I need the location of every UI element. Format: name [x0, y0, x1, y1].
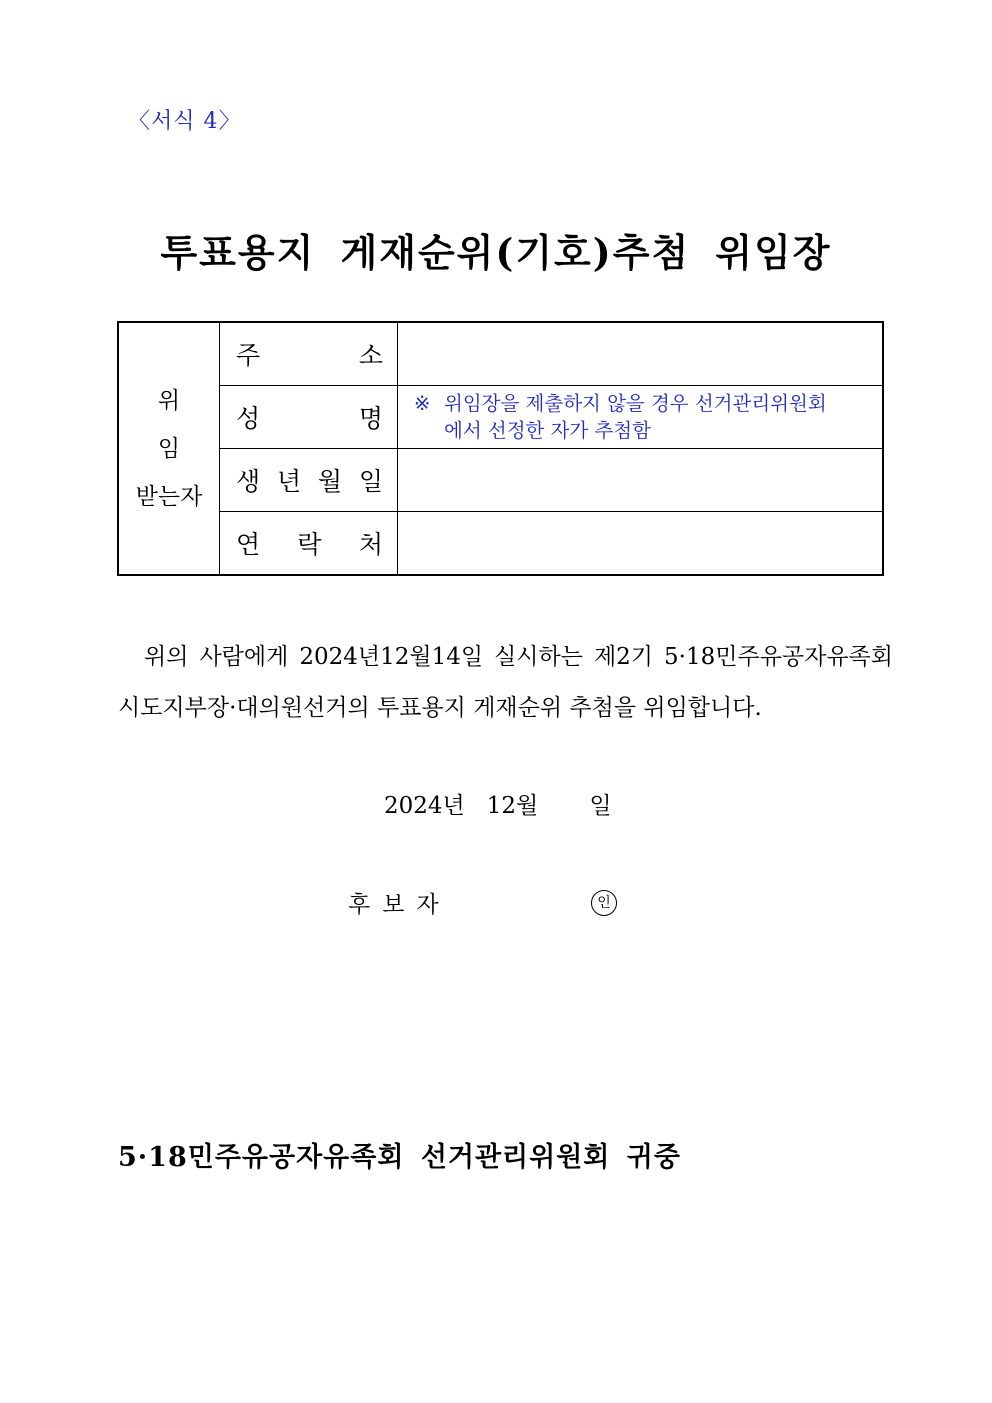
contact-field[interactable]: [398, 512, 884, 576]
address-label: [220, 322, 398, 386]
name-label-char: 명: [358, 404, 383, 433]
delegate-info-table: [117, 321, 884, 576]
address-label-char: 소: [358, 341, 383, 370]
document-title: 투표용지 게재순위(기호)추첨 위임장: [160, 230, 832, 275]
contact-label-char: 락: [297, 530, 322, 559]
delegate-group-label-line1: 위 임: [157, 387, 195, 462]
recipient-line: 5·18민주유공자유족회 선거관리위원회 귀중: [118, 1142, 681, 1173]
birthdate-label-char: 일: [358, 467, 383, 496]
note-line-2: 에서 선정한 자가 추첨함: [444, 419, 651, 442]
delegation-statement: [118, 632, 893, 734]
delegation-note: [398, 390, 882, 444]
date-day: 일: [589, 793, 612, 819]
birthdate-label-char: 년: [276, 467, 302, 496]
delegate-group-label: [118, 322, 220, 575]
contact-label-char: 연: [236, 530, 261, 559]
name-label: [220, 386, 398, 449]
contact-label-char: 처: [358, 530, 383, 559]
note-line-1: 위임장을 제출하지 않을 경우 선거관리위원회: [444, 392, 827, 415]
form-number: 〈서식 4〉: [128, 109, 242, 134]
contact-label: [220, 512, 398, 576]
seal-mark: 인: [591, 890, 617, 916]
date-month: 12월: [486, 793, 539, 819]
date-year: 2024년: [384, 793, 465, 819]
name-label-char: 성: [236, 404, 261, 433]
address-label-char: 주: [236, 341, 261, 370]
note-mark: ※: [414, 392, 431, 415]
name-field[interactable]: [398, 386, 884, 449]
birthdate-label-char: 생: [236, 467, 261, 496]
delegation-statement-text: 위의 사람에게 2024년12월14일 실시하는 제2기 5·18민주유공자유족회 시도지부장·대의원선거의 투표용지 게재순위 추첨을 위임합니다.: [118, 644, 893, 721]
birthdate-label-char: 월: [317, 467, 343, 496]
birthdate-label: [220, 449, 398, 512]
address-field[interactable]: [398, 322, 884, 386]
candidate-label: 후보자: [348, 892, 451, 918]
birthdate-field[interactable]: [398, 449, 884, 512]
date-line: [384, 787, 612, 820]
delegate-group-label-line2: 받는자: [135, 483, 203, 510]
